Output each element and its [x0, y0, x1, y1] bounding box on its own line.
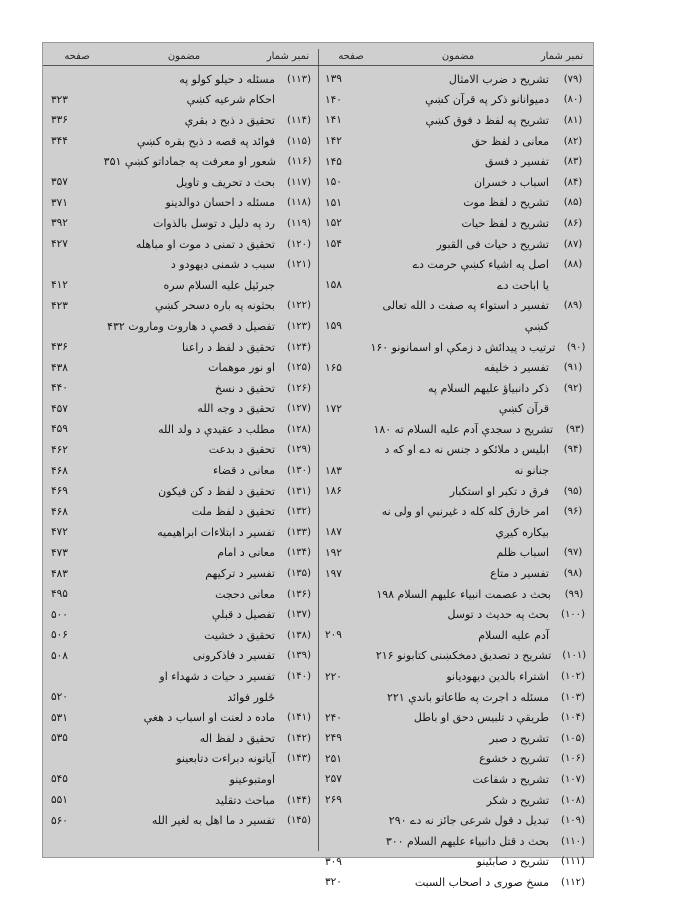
entry-number: (۷۹): [563, 73, 583, 85]
toc-row: [317, 769, 593, 790]
entry-number: (۱۲۰): [287, 238, 311, 250]
entry-page-number: ۴۳۸: [51, 361, 68, 374]
entry-title: مطلب د عقیدې د ولد الله: [158, 422, 275, 436]
entry-number: (۸۶): [563, 217, 583, 229]
entry-title: فوائد په قصه د ذبح بقره کښې: [136, 134, 275, 148]
entry-title: بحث په حدیث د توسل: [447, 608, 549, 622]
toc-row: [43, 625, 319, 646]
toc-row: [317, 460, 593, 481]
entry-title: احکام شرعیه کښې: [186, 93, 275, 107]
entry-number: (۱۰۹): [561, 815, 585, 827]
column-header: [43, 47, 319, 66]
toc-row: [317, 234, 593, 255]
toc-row: [317, 131, 593, 152]
toc-row: [43, 399, 319, 420]
entry-number: (۹۲): [563, 382, 583, 394]
entry-title: تشریح د خشوع: [479, 752, 549, 766]
entry-title: معانی د امام: [217, 546, 275, 560]
entry-number: (۱۱۰): [561, 835, 585, 847]
entry-title: بیکاره کیږي: [495, 525, 549, 539]
entry-number: (۱۰۷): [561, 773, 585, 785]
entry-page-number: ۵۳۵: [51, 732, 68, 745]
entry-number: (۱۳۶): [287, 588, 311, 600]
entry-title: یا اباحت دے: [497, 278, 549, 292]
toc-row: [43, 666, 319, 687]
entry-page-number: ۱۶۵: [325, 361, 342, 374]
entry-title: آدم علیه السلام: [478, 628, 549, 642]
entry-page-number: ۴۲۷: [51, 238, 68, 251]
entry-number: (۱۲۱): [287, 259, 311, 271]
entry-number: (۱۱۴): [287, 114, 311, 126]
toc-row: [43, 563, 319, 584]
entry-title: تفسیر د متاع: [490, 567, 549, 581]
entry-number: (۱۳۳): [287, 526, 311, 538]
entry-page-number: ۱۵۴: [325, 238, 342, 251]
entry-title: تشریح د لفظ حیات: [461, 216, 549, 230]
entry-page-number: ۴۶۸: [51, 464, 68, 477]
entry-title: ذکر دانبیاؤ علیهم السلام په: [428, 381, 549, 395]
entry-number: (۸۳): [563, 156, 583, 168]
entry-page-number: ۵۶۰: [51, 814, 68, 827]
entry-number: (۱۰۸): [561, 794, 585, 806]
entry-title: جبرئیل علیه السلام سره: [163, 278, 275, 292]
entry-number: (۹۸): [563, 568, 583, 580]
toc-row: [43, 728, 319, 749]
entry-number: (۱۲۸): [287, 423, 311, 435]
toc-row: [43, 604, 319, 625]
toc-row: [317, 378, 593, 399]
header-page-label: صفحه: [338, 50, 364, 62]
entry-page-number: ۳۲۰: [325, 876, 342, 889]
toc-row: [317, 254, 593, 275]
entry-title: جنانو نه: [514, 464, 549, 478]
entry-number: (۱۰۳): [561, 691, 585, 703]
entry-number: (۱۰۲): [561, 671, 585, 683]
toc-row: [43, 110, 319, 131]
entry-page-number: ۱۵۲: [325, 217, 342, 230]
entry-title: تبدیل د قول شرعی جائز نه دے ۲۹۰: [388, 814, 549, 828]
toc-row: [43, 337, 319, 358]
toc-row: [317, 399, 593, 420]
toc-row: [317, 69, 593, 90]
entry-page-number: ۴۶۸: [51, 505, 68, 518]
entry-number: (۱۰۰): [561, 609, 585, 621]
entry-title: مسخ صوری د اصحاب السبت: [414, 875, 549, 889]
entry-page-number: ۴۳۶: [51, 341, 68, 354]
entry-page-number: ۵۰۶: [51, 629, 68, 642]
document-page: [42, 42, 594, 889]
toc-row: [317, 707, 593, 728]
entry-number: (۹۱): [563, 362, 583, 374]
toc-row: [43, 69, 319, 90]
entry-number: (۹۹): [564, 588, 584, 600]
entry-page-number: ۵۲۰: [51, 691, 68, 704]
entry-number: (۹۴): [563, 444, 583, 456]
entry-title: مباحث دتقلید: [215, 793, 275, 807]
toc-row: [317, 584, 593, 605]
entry-title: قرآن کښې: [498, 402, 549, 416]
entry-number: (۱۲۷): [287, 403, 311, 415]
entry-title: دمیوانانو ذکر په قرآن کښې: [425, 93, 549, 107]
toc-row: [317, 604, 593, 625]
entry-title: تحقیق د خشیت: [204, 628, 275, 642]
entry-page-number: ۱۸۷: [325, 526, 342, 539]
toc-row: [317, 316, 593, 337]
entry-number: (۱۴۰): [287, 671, 311, 683]
entry-title: تحقیق د ذبح د بقرې: [184, 113, 275, 127]
right-column: [317, 43, 593, 889]
entry-number: (۱۱۷): [287, 176, 311, 188]
entry-number: (۱۰۱): [562, 650, 587, 662]
toc-row: [317, 275, 593, 296]
entry-number: (۱۳۷): [287, 609, 311, 621]
toc-row: [43, 440, 319, 461]
entry-page-number: ۵۴۵: [51, 773, 68, 786]
entry-title: تشریح په لفظ د فوق کښې: [425, 113, 549, 127]
entry-number: (۱۰۵): [561, 732, 585, 744]
entry-title: ماده د لعنت او اسباب د هغې: [143, 711, 275, 725]
entry-number: (۱۲۹): [287, 444, 311, 456]
entry-page-number: ۳۰۹: [325, 855, 342, 868]
toc-row: [43, 769, 319, 790]
entry-number: (۱۴۵): [287, 815, 311, 827]
toc-row: [43, 172, 319, 193]
entry-number: (۸۰): [563, 94, 583, 106]
entry-page-number: ۳۵۷: [51, 176, 68, 189]
toc-row: [43, 687, 319, 708]
entry-number: (۱۲۶): [287, 382, 311, 394]
entry-page-number: ۲۴۰: [325, 711, 342, 724]
toc-row: [43, 90, 319, 111]
entry-page-number: ۲۲۰: [325, 670, 342, 683]
toc-row: [317, 810, 593, 831]
entry-page-number: ۴۲۳: [51, 299, 68, 312]
toc-row: [43, 234, 319, 255]
entry-number: (۱۲۳): [287, 320, 311, 332]
entry-number: (۸۱): [563, 114, 583, 126]
entry-page-number: ۳۴۴: [51, 135, 68, 148]
entry-title: تفصیل د قصې د هاروت وماروت ۴۳۲: [107, 319, 275, 333]
entry-page-number: ۱۹۷: [325, 567, 342, 580]
entry-page-number: ۱۵۸: [325, 279, 342, 292]
entry-title: تفسیر د ترکیهم: [205, 567, 275, 581]
entry-page-number: ۴۶۲: [51, 443, 68, 456]
toc-row: [43, 460, 319, 481]
toc-row: [317, 625, 593, 646]
entry-number: (۱۳۰): [287, 465, 311, 477]
toc-row: [317, 749, 593, 770]
toc-row: [317, 728, 593, 749]
toc-row: [317, 831, 593, 852]
entry-number: (۱۱۳): [287, 73, 311, 85]
entry-title: او نور موهمات: [208, 361, 275, 375]
toc-row: [43, 419, 319, 440]
toc-row: [43, 707, 319, 728]
entry-page-number: ۲۰۹: [325, 629, 342, 642]
entry-number: (۹۶): [563, 506, 583, 518]
entry-page-number: ۱۷۲: [325, 402, 342, 415]
toc-row: [317, 790, 593, 811]
entry-page-number: ۱۴۰: [325, 93, 342, 106]
entry-title: ترتیب د پیدائش د زمکې او اسمانونو ۱۶۰: [370, 340, 556, 354]
entry-title: تفسیر د خلیفه: [484, 361, 549, 375]
entry-number: (۱۱۲): [561, 876, 585, 888]
entry-page-number: ۴۸۳: [51, 567, 68, 580]
entry-number: (۹۷): [563, 547, 583, 559]
entry-title: تشریح د تصدیق دمخکښنی کتابونو ۲۱۶: [375, 649, 552, 663]
entry-number: (۱۲۵): [287, 362, 311, 374]
left-column-rows: [43, 69, 319, 831]
entry-number: (۹۰): [566, 341, 586, 353]
entry-title: اصل په اشیاء کښې حرمت دے: [412, 258, 549, 272]
entry-title: تفسیر د فسق: [485, 155, 549, 169]
entry-title: تحقیق د لفظ اله: [199, 731, 275, 745]
toc-row: [317, 852, 593, 873]
toc-row: [317, 646, 593, 667]
entry-title: امر خارق کله کله د غیرنبي او ولی نه: [381, 505, 549, 519]
entry-page-number: ۵۰۰: [51, 608, 68, 621]
entry-page-number: ۴۵۹: [51, 423, 68, 436]
entry-number: (۱۱۹): [287, 217, 311, 229]
entry-number: (۹۳): [565, 423, 585, 435]
entry-title: تشریح د شفاعت: [472, 772, 549, 786]
entry-title: ابلیس د ملائکو د جنس نه دے او که د: [384, 443, 549, 457]
entry-page-number: ۲۵۷: [325, 773, 342, 786]
entry-title: تحقیق د بدعت: [208, 443, 275, 457]
entry-number: (۱۳۴): [287, 547, 311, 559]
entry-page-number: ۱۵۹: [325, 320, 342, 333]
entry-page-number: ۴۷۲: [51, 526, 68, 539]
entry-number: (۱۳۸): [287, 629, 311, 641]
entry-title: بحث د تحریف و تاویل: [176, 175, 275, 189]
toc-row: [317, 357, 593, 378]
toc-row: [317, 563, 593, 584]
entry-title: تفصیل د قبلې: [211, 608, 275, 622]
toc-row: [43, 749, 319, 770]
entry-title: کښې: [524, 319, 549, 333]
entry-title: تفسیر د ما اهل به لغیر الله: [151, 814, 275, 828]
entry-title: تحقیق د وجه الله: [197, 402, 275, 416]
entry-title: تفسیر د ابتلاءات ابراهیمیه: [157, 525, 275, 539]
entry-title: تفسیر د حیات د شهداء او: [159, 670, 275, 684]
entry-page-number: ۱۴۵: [325, 155, 342, 168]
entry-title: معانی د لفظ حق: [471, 134, 549, 148]
toc-row: [317, 522, 593, 543]
entry-page-number: ۲۵۱: [325, 752, 342, 765]
entry-number: (۹۵): [563, 485, 583, 497]
toc-row: [43, 316, 319, 337]
entry-title: تحقیق د تمنی د موت او مباهله: [135, 237, 275, 251]
entry-title: تفسیر د استواء په صفت د الله تعالی: [382, 299, 549, 313]
toc-row: [43, 543, 319, 564]
entry-number: (۱۴۲): [287, 732, 311, 744]
entry-number: (۱۳۱): [287, 485, 311, 497]
entry-title: تحقیق د لفظ ملت: [191, 505, 275, 519]
entry-page-number: ۳۷۱: [51, 196, 68, 209]
entry-number: (۱۱۸): [287, 197, 311, 209]
toc-row: [43, 193, 319, 214]
entry-title: اومتبوعینو: [229, 772, 275, 786]
entry-title: بحث د قتل دانبیاء علیهم السلام ۳۰۰: [385, 834, 549, 848]
entry-title: رد په دلیل د توسل بالذوات: [152, 216, 275, 230]
toc-row: [317, 151, 593, 172]
entry-number: (۸۷): [563, 238, 583, 250]
toc-row: [43, 357, 319, 378]
entry-number: (۱۱۶): [287, 156, 312, 168]
toc-row: [43, 275, 319, 296]
entry-page-number: ۳۹۲: [51, 217, 68, 230]
entry-title: معانی د قضاء: [213, 464, 275, 478]
column-header: [317, 47, 593, 66]
toc-row: [317, 440, 593, 461]
toc-row: [317, 110, 593, 131]
entry-title: معانی دحجت: [215, 587, 275, 601]
entry-title: تشریح د سجدې آدم علیه السلام ته ۱۸۰: [373, 422, 554, 436]
header-subject-label: مضمون: [167, 50, 201, 62]
entry-title: تشریح د ضرب الامثال: [448, 72, 549, 86]
entry-title: تشریح د صابئینو: [476, 855, 549, 869]
entry-number: (۸۸): [563, 259, 583, 271]
entry-title: تحقیق د لفظ د راعنا: [182, 340, 275, 354]
toc-row: [43, 522, 319, 543]
entry-title: آیاتونه دبراءت دتابعینو: [176, 752, 275, 766]
header-number-label: نمبر شمار: [266, 50, 310, 62]
toc-row: [43, 810, 319, 831]
entry-title: ځلور فوائد: [227, 690, 275, 704]
entry-page-number: ۲۴۹: [325, 732, 342, 745]
entry-title: تحقیق د لفظ د کن فیکون: [158, 484, 275, 498]
toc-row: [317, 193, 593, 214]
toc-row: [43, 151, 319, 172]
entry-number: (۱۲۲): [287, 300, 311, 312]
entry-number: (۱۰۴): [561, 712, 585, 724]
entry-page-number: ۱۸۳: [325, 464, 342, 477]
entry-page-number: ۱۴۲: [325, 135, 342, 148]
entry-title: سبب د شمنی دیهودو د: [170, 258, 275, 272]
entry-number: (۸۹): [563, 300, 583, 312]
toc-row: [43, 646, 319, 667]
entry-page-number: ۴۷۳: [51, 546, 68, 559]
entry-page-number: ۱۳۹: [325, 73, 342, 86]
entry-title: طریقې د تلبیس دحق او باطل: [413, 711, 549, 725]
entry-number: (۱۴۴): [287, 794, 311, 806]
entry-number: (۱۰۶): [561, 753, 585, 765]
toc-row: [43, 790, 319, 811]
header-subject-label: مضمون: [441, 50, 475, 62]
toc-row: [43, 481, 319, 502]
toc-row: [43, 254, 319, 275]
entry-number: (۱۳۹): [287, 650, 311, 662]
left-column: [43, 43, 319, 857]
entry-title: تشریح د لفظ موت: [463, 196, 549, 210]
entry-page-number: ۵۰۸: [51, 649, 68, 662]
entry-title: بحثونه په باره دسحر کښې: [154, 299, 275, 313]
entry-number: (۱۴۳): [287, 753, 311, 765]
entry-number: (۸۲): [563, 135, 583, 147]
entry-number: (۸۴): [563, 176, 583, 188]
entry-title: اسباب ظلم: [496, 546, 549, 560]
entry-page-number: ۳۲۳: [51, 93, 68, 106]
entry-title: مسئله د حیلو کولو په: [179, 72, 275, 86]
toc-row: [317, 337, 593, 358]
entry-number: (۱۱۵): [287, 135, 311, 147]
toc-row: [43, 584, 319, 605]
entry-title: اشتراء بالدین دیهودیانو: [446, 670, 549, 684]
entry-number: (۱۱۱): [561, 856, 585, 868]
header-page-label: صفحه: [64, 50, 90, 62]
toc-row: [317, 419, 593, 440]
entry-page-number: ۱۵۱: [325, 196, 342, 209]
entry-page-number: ۴۹۵: [51, 588, 68, 601]
toc-row: [43, 213, 319, 234]
entry-title: مسئله د احسان دوالدینو: [165, 196, 275, 210]
entry-page-number: ۱۵۰: [325, 176, 342, 189]
toc-row: [43, 501, 319, 522]
entry-number: (۱۳۲): [287, 506, 311, 518]
entry-title: شعور او معرفت په جماداتو کښې ۳۵۱: [103, 155, 276, 169]
toc-row: [43, 131, 319, 152]
entry-page-number: ۴۶۹: [51, 485, 68, 498]
toc-row: [317, 872, 593, 893]
entry-page-number: ۲۶۹: [325, 794, 342, 807]
entry-number: (۱۲۴): [287, 341, 311, 353]
toc-row: [317, 666, 593, 687]
header-number-label: نمبر شمار: [540, 50, 584, 62]
entry-page-number: ۱۴۱: [325, 114, 342, 127]
entry-title: تشریح د حیات فی القبور: [436, 237, 549, 251]
toc-row: [317, 543, 593, 564]
entry-number: (۱۳۵): [287, 568, 311, 580]
entry-title: تشریح د صبر: [489, 731, 549, 745]
entry-page-number: ۴۱۲: [51, 279, 68, 292]
toc-row: [43, 378, 319, 399]
entry-page-number: ۳۳۶: [51, 114, 68, 127]
entry-title: فرق د تکبر او استکبار: [449, 484, 549, 498]
right-column-rows: [317, 69, 593, 893]
entry-title: اسباب د خسران: [473, 175, 549, 189]
toc-row: [317, 172, 593, 193]
entry-page-number: ۵۵۱: [51, 794, 68, 807]
entry-number: (۱۴۱): [287, 712, 311, 724]
toc-row: [43, 296, 319, 317]
entry-number: (۸۵): [563, 197, 583, 209]
toc-row: [317, 90, 593, 111]
entry-page-number: ۴۴۰: [51, 382, 68, 395]
toc-row: [317, 213, 593, 234]
entry-page-number: ۴۵۷: [51, 402, 68, 415]
entry-title: تحقیق د نسخ: [214, 381, 275, 395]
entry-page-number: ۱۸۶: [325, 485, 342, 498]
toc-row: [317, 296, 593, 317]
entry-page-number: ۱۹۲: [325, 546, 342, 559]
toc-row: [317, 687, 593, 708]
entry-title: مسئله د اجرت په طاعاتو باندې ۲۲۱: [386, 690, 549, 704]
entry-title: تفسیر د فاذکرونی: [192, 649, 275, 663]
toc-row: [317, 501, 593, 522]
entry-page-number: ۵۳۱: [51, 711, 68, 724]
entry-title: تشریح د شکر: [486, 793, 549, 807]
entry-title: بحث د عصمت انبیاء علیهم السلام ۱۹۸: [376, 587, 551, 601]
toc-row: [317, 481, 593, 502]
